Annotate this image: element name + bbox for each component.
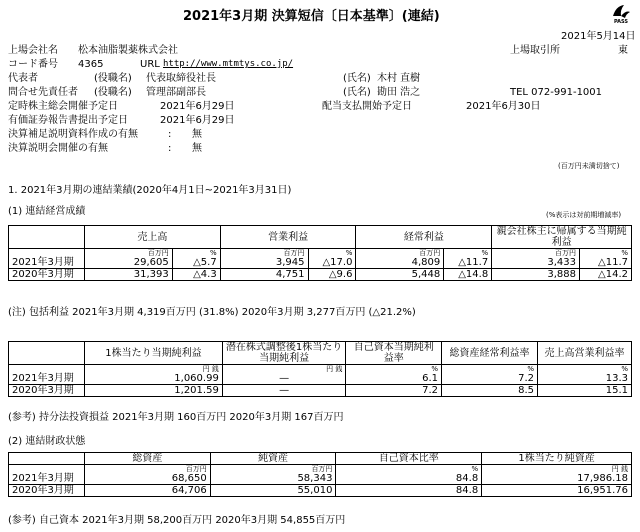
table-cell: 84.8 (336, 485, 482, 497)
col-net-income: 親会社株主に帰属する当期純利益 (492, 226, 632, 249)
table-cell: 3,945 (220, 257, 308, 269)
unit-cell: 百万円 (356, 249, 444, 258)
meeting-label: 決算説明会開催の有無 (8, 143, 108, 154)
blank-cell (9, 226, 85, 249)
pass-logo-icon (610, 2, 632, 24)
col-total-assets: 総資産 (84, 453, 210, 465)
col-roa: 総資産経常利益率 (442, 342, 538, 365)
url-link[interactable]: http://www.mtmtys.co.jp/ (163, 59, 294, 69)
table-cell: 7.2 (442, 373, 538, 385)
report-value: 2021年6月29日 (160, 115, 235, 126)
rep-role-label: (役職名) (94, 73, 132, 84)
equity-method-note: (参考) 持分法投資損益 2021年3月期 160百万円 2020年3月期 167百万円 (8, 412, 344, 423)
table-cell: 84.8 (336, 473, 482, 485)
table-cell: — (222, 373, 346, 385)
page-title: 2021年3月期 決算短信〔日本基準〕(連結) (183, 9, 440, 24)
table-cell: 3,888 (492, 269, 580, 281)
unit-cell: % (346, 365, 442, 374)
unit-cell: 円 銭 (84, 365, 222, 374)
exchange-label: 上場取引所 (510, 45, 560, 56)
unit-cell: % (444, 249, 492, 258)
report-label: 有価証券報告書提出予定日 (8, 115, 128, 126)
unit-cell: % (442, 365, 538, 374)
per-share-table (8, 341, 632, 397)
contact-name-label: (氏名) (343, 87, 371, 98)
unit-cell: % (336, 465, 482, 474)
table-row (9, 257, 632, 269)
unit-cell: % (172, 249, 220, 258)
exchange-value: 東 (618, 45, 628, 56)
meeting-colon: : (168, 143, 172, 154)
row-label: 2021年3月期 (9, 257, 85, 269)
rounding-note: (百万円未満切捨て) (558, 162, 620, 170)
table-cell: 13.3 (538, 373, 632, 385)
table-cell: 1,060.99 (84, 373, 222, 385)
unit-cell: 円 銭 (482, 465, 632, 474)
row-label: 2020年3月期 (9, 269, 85, 281)
unit-cell: 百万円 (220, 249, 308, 258)
table-cell: 5,448 (356, 269, 444, 281)
table-cell: △11.7 (444, 257, 492, 269)
blank-cell (9, 342, 85, 365)
table-cell: 17,986.18 (482, 473, 632, 485)
meeting-value: 無 (192, 143, 202, 154)
unit-cell: 百万円 (84, 249, 172, 258)
contact-role: 管理部副部長 (146, 87, 206, 98)
table-row (9, 385, 632, 397)
col-operating-income: 営業利益 (220, 226, 356, 249)
col-equity-ratio: 自己資本比率 (336, 453, 482, 465)
rep-label: 代表者 (8, 73, 38, 84)
table-cell: 3,433 (492, 257, 580, 269)
table-row (9, 269, 632, 281)
table-cell: 8.5 (442, 385, 538, 397)
table-cell: △14.8 (444, 269, 492, 281)
col-ordinary-income: 経常利益 (356, 226, 492, 249)
table-cell: △14.2 (580, 269, 632, 281)
table-cell: 1,201.59 (84, 385, 222, 397)
section2-sub: (2) 連結財政状態 (8, 436, 86, 447)
row-label: 2020年3月期 (9, 485, 85, 497)
listed-label: 上場会社名 (8, 45, 58, 56)
table-cell: 55,010 (210, 485, 336, 497)
table-cell: 16,951.76 (482, 485, 632, 497)
table-cell: △5.7 (172, 257, 220, 269)
table-cell: 68,650 (84, 473, 210, 485)
unit-cell: 百万円 (84, 465, 210, 474)
unit-blank (9, 465, 85, 474)
rep-name: 木村 直樹 (377, 73, 421, 84)
agm-label: 定時株主総会開催予定日 (8, 101, 118, 112)
rep-role: 代表取締役社長 (146, 73, 216, 84)
table-cell: △11.7 (580, 257, 632, 269)
contact-name: 勘田 浩之 (377, 87, 421, 98)
unit-cell: 円 銭 (222, 365, 346, 374)
table-cell: △9.6 (308, 269, 356, 281)
unit-blank (9, 365, 85, 374)
col-diluted-eps: 潜在株式調整後1株当たり当期純利益 (222, 342, 346, 365)
listed-value: 松本油脂製薬株式会社 (78, 45, 178, 56)
col-eps: 1株当たり当期純利益 (84, 342, 222, 365)
pct-note: (%表示は対前期増減率) (546, 211, 622, 219)
table-row (9, 473, 632, 485)
rep-name-label: (氏名) (343, 73, 371, 84)
unit-cell: % (580, 249, 632, 258)
table-cell: 7.2 (346, 385, 442, 397)
contact-label: 問合せ先責任者 (8, 87, 78, 98)
table-cell: △4.3 (172, 269, 220, 281)
table-cell: 58,343 (210, 473, 336, 485)
col-net-assets: 純資産 (210, 453, 336, 465)
operating-results-table (8, 225, 632, 281)
row-label: 2021年3月期 (9, 473, 85, 485)
report-date: 2021年5月14日 (561, 31, 636, 42)
table-cell: 15.1 (538, 385, 632, 397)
table-cell: 29,605 (84, 257, 172, 269)
supp-colon: : (168, 129, 172, 140)
code-label: コード番号 (8, 59, 58, 70)
financial-position-table (8, 452, 632, 497)
dividend-value: 2021年6月30日 (466, 101, 541, 112)
section1-sub: (1) 連結経営成績 (8, 206, 86, 217)
table-cell: 4,809 (356, 257, 444, 269)
unit-cell: % (538, 365, 632, 374)
table-cell: 31,393 (84, 269, 172, 281)
supp-label: 決算補足説明資料作成の有無 (8, 129, 138, 140)
comprehensive-note: (注) 包括利益 2021年3月期 4,319百万円 (31.8%) 2020年3月期 3,277百万円 (△21.2%) (8, 307, 416, 318)
row-label: 2020年3月期 (9, 385, 85, 397)
agm-value: 2021年6月29日 (160, 101, 235, 112)
unit-cell: 百万円 (492, 249, 580, 258)
table-row (9, 485, 632, 497)
url-label: URL (140, 59, 160, 70)
tel: TEL 072-991-1001 (510, 87, 603, 98)
blank-cell (9, 453, 85, 465)
table-cell: 6.1 (346, 373, 442, 385)
col-sales: 売上高 (84, 226, 220, 249)
table-cell: △17.0 (308, 257, 356, 269)
table-cell: 4,751 (220, 269, 308, 281)
unit-cell: % (308, 249, 356, 258)
col-roe: 自己資本当期純利益率 (346, 342, 442, 365)
supp-value: 無 (192, 129, 202, 140)
dividend-label: 配当支払開始予定日 (322, 101, 412, 112)
col-operating-margin: 売上高営業利益率 (538, 342, 632, 365)
svg-text:PASS: PASS (613, 19, 629, 24)
equity-note: (参考) 自己資本 2021年3月期 58,200百万円 2020年3月期 54,855百万円 (8, 515, 346, 526)
contact-role-label: (役職名) (94, 87, 132, 98)
unit-blank (9, 249, 85, 258)
section1-heading: 1. 2021年3月期の連結業績(2020年4月1日~2021年3月31日) (8, 185, 292, 196)
table-row (9, 373, 632, 385)
row-label: 2021年3月期 (9, 373, 85, 385)
unit-cell: 百万円 (210, 465, 336, 474)
table-cell: — (222, 385, 346, 397)
col-bps: 1株当たり純資産 (482, 453, 632, 465)
code-value: 4365 (78, 59, 104, 70)
table-cell: 64,706 (84, 485, 210, 497)
